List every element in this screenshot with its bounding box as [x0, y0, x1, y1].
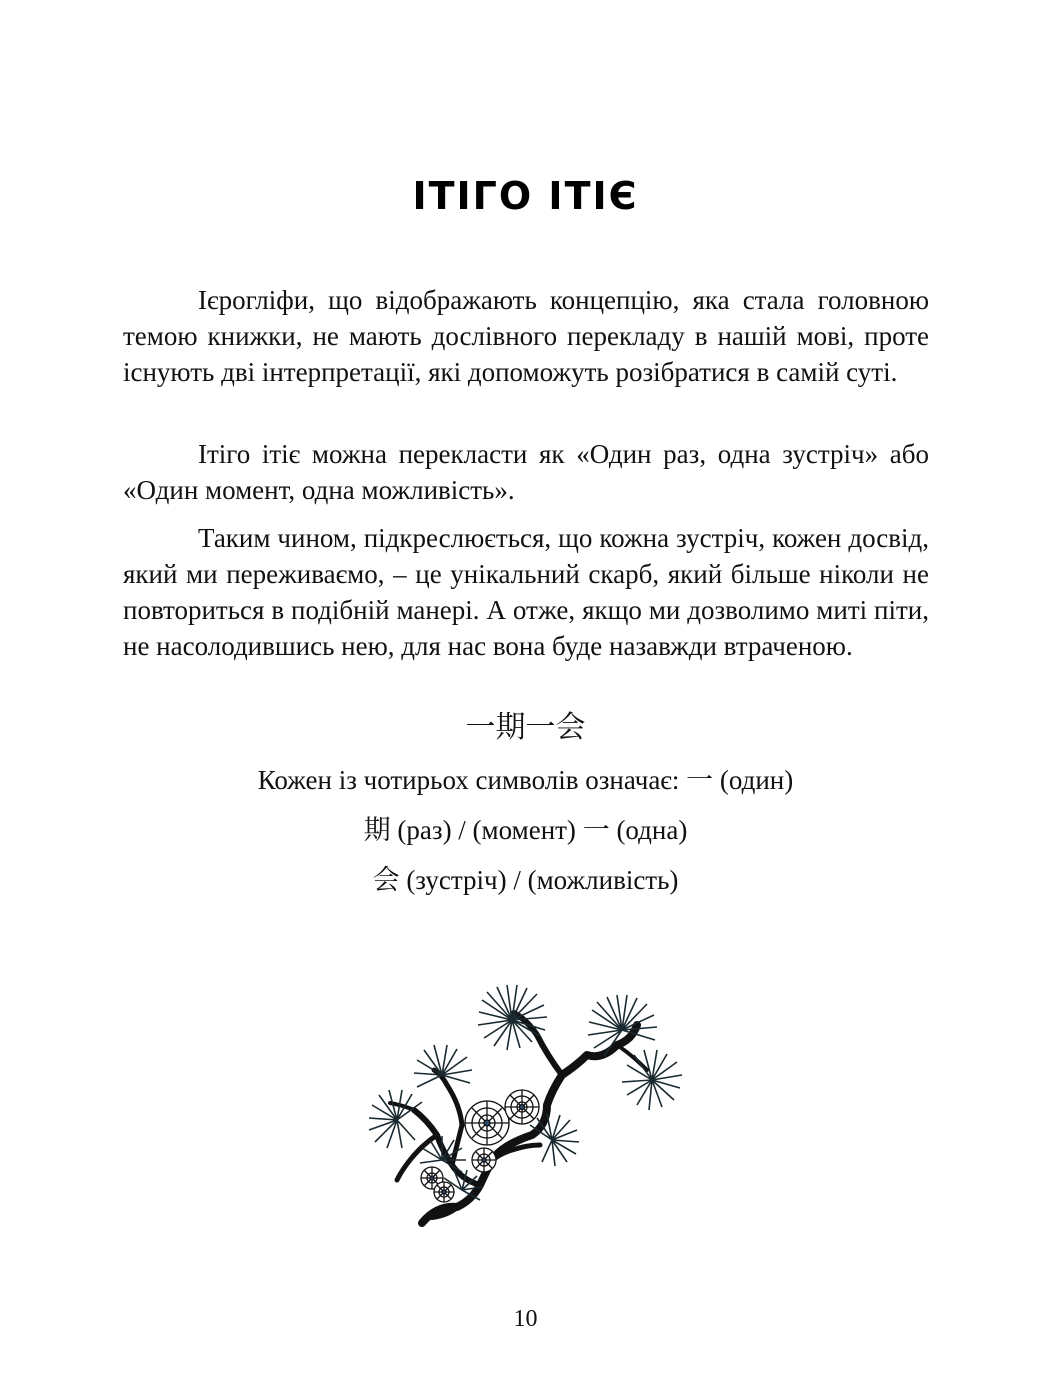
paragraph-text: Ітіго ітіє можна перекласти як «Один раз, одна зустріч» або «Один момент, одна можливість».: [123, 439, 929, 505]
explanation-line-1: [0, 762, 1051, 799]
meaning-text: (раз) / (момент): [390, 815, 583, 845]
kanji-char: 一: [582, 815, 610, 846]
page-number: 10: [513, 1306, 538, 1332]
meaning-text: (один): [713, 765, 794, 795]
paragraph-text: Таким чином, підкреслюється, що кожна зустріч, кожен досвід, який ми переживаємо, – це унікальний скарб, який більше ніколи не повториться в подібній манері. А отже, якщо ми дозволимо миті піти, не насолодившись нею, для нас вона буде назавжди втраченою.: [123, 523, 929, 661]
paragraph-2: [123, 436, 929, 508]
pine-branch-illustration: [362, 985, 687, 1230]
kanji-char: 期: [363, 815, 391, 846]
page-title: ІТІГО ІТІЄ: [412, 174, 639, 218]
meaning-text: (зустріч) / (можливість): [399, 865, 679, 895]
explanation-text: Кожен із чотирьох символів означає:: [257, 765, 687, 795]
explanation-line-3: [0, 862, 1051, 899]
paragraph-3: [123, 520, 929, 664]
explanation-line-2: [0, 812, 1051, 849]
paragraph-1: [123, 282, 929, 390]
kanji-heading: 一期一会: [465, 710, 586, 745]
kanji-char: 会: [372, 865, 400, 896]
kanji-char: 一: [686, 765, 714, 796]
paragraph-text: Ієрогліфи, що відображають концепцію, яка стала головною темою книжки, не мають дослівного перекладу в нашій мові, проте існують дві інтерпретації, які допоможуть розібратися в самій суті.: [123, 285, 929, 387]
meaning-text: (одна): [609, 815, 688, 845]
